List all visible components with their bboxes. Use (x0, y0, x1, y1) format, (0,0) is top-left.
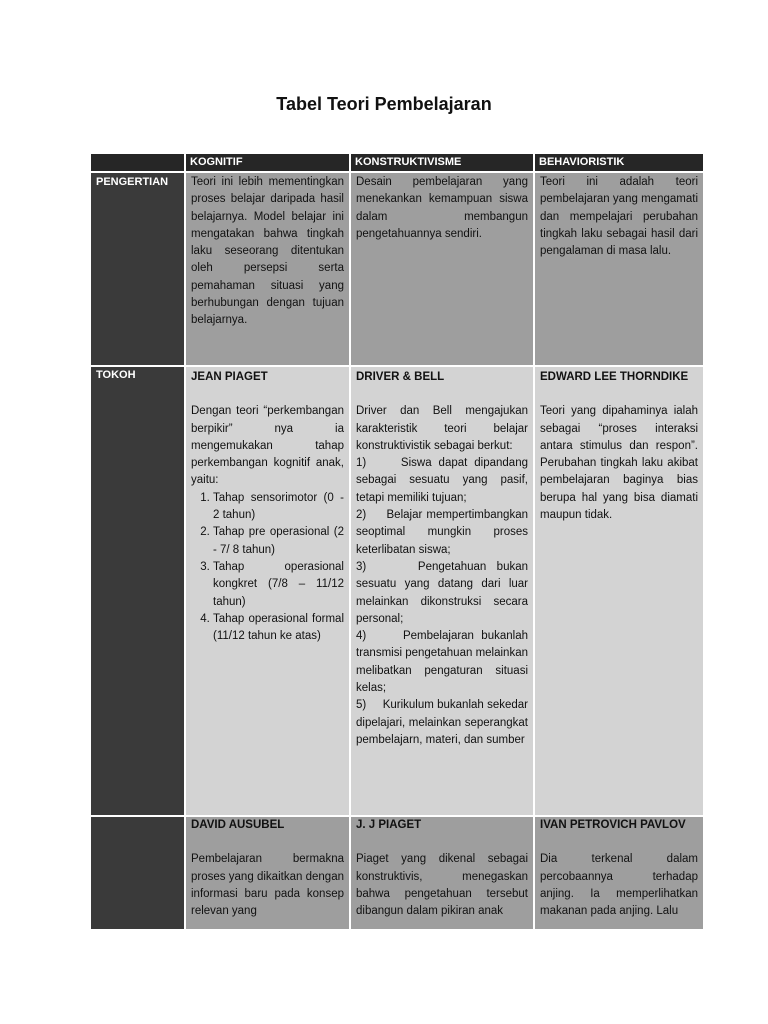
header-behavioristik: BEHAVIORISTIK (535, 154, 703, 171)
stage-list (191, 490, 344, 646)
row-label-pengertian: PENGERTIAN (91, 173, 184, 365)
cell-tokoh-kognitif (186, 367, 349, 815)
figure-name: DRIVER & BELL (356, 371, 445, 383)
list-item: 3. Tahap operasional kongkret (7/8 – 11/12 tahun) (213, 559, 344, 611)
header-kognitif: KOGNITIF (186, 154, 349, 171)
row-label-tokoh: TOKOH (91, 367, 184, 815)
cell-row3-konstruktivisme (351, 817, 533, 929)
cell-row3-behavioristik (535, 817, 703, 929)
list-item: 1. Tahap sensorimotor (0 - 2 tahun) (213, 490, 344, 525)
row-label-empty (91, 817, 184, 929)
figure-name: JEAN PIAGET (191, 371, 268, 383)
figure-name: IVAN PETROVICH PAVLOV (540, 819, 686, 831)
cell-pengertian-kognitif: Teori ini lebih mementingkan proses belajar daripada hasil belajarnya. Model belajar ini mengatakan bahwa tingkah laku seseorang ditentukan oleh persepsi serta pemahaman situasi yang berhubungan dengan tujuan belajarnya. (186, 173, 349, 365)
header-empty (91, 154, 184, 171)
list-item: 4. Tahap operasional formal (11/12 tahun ke atas) (213, 611, 344, 646)
figure-description: Pembelajaran bermakna proses yang dikaitkan dengan informasi baru pada konsep relevan yang (191, 853, 344, 918)
cell-tokoh-behavioristik (535, 367, 703, 815)
figure-description: Piaget yang dikenal sebagai konstruktivis, menegaskan bahwa pengetahuan tersebut dibangun dalam pikiran anak (356, 853, 528, 918)
list-item: 4) Pembelajaran bukanlah transmisi pengetahuan melainkan melibatkan pengaturan situasi kelas; (356, 630, 528, 695)
list-item: 2) Belajar mempertimbangkan seoptimal mungkin proses keterlibatan siswa; (356, 509, 528, 556)
cell-pengertian-behavioristik: Teori ini adalah teori pembelajaran yang mengamati dan mempelajari perubahan tingkah laku sebagai hasil dari pengalaman di masa lalu. (535, 173, 703, 365)
cell-tokoh-konstruktivisme (351, 367, 533, 815)
page-title: Tabel Teori Pembelajaran (276, 94, 492, 114)
header-konstruktivisme: KONSTRUKTIVISME (351, 154, 533, 171)
figure-name: J. J PIAGET (356, 819, 422, 831)
figure-description: Teori yang dipahaminya ialah sebagai “proses interaksi antara stimulus dan respon”. Perubahan tingkah laku akibat pembelajaran baginya bias berupa hal yang bisa diamati maupun tidak. (540, 405, 698, 522)
figure-description: Dengan teori “perkembangan berpikir” nya ia mengemukakan tahap perkembangan kognitif anak, yaitu: (191, 405, 344, 487)
figure-name: DAVID AUSUBEL (191, 819, 285, 831)
figure-description: Dia terkenal dalam percobaannya terhadap anjing. Ia memperlihatkan makanan pada anjing. Lalu (540, 853, 698, 918)
cell-pengertian-konstruktivisme: Desain pembelajaran yang menekankan kemampuan siswa dalam membangun pengetahuannya sendiri. (351, 173, 533, 365)
figure-name: EDWARD LEE THORNDIKE (540, 371, 689, 383)
list-item: 2. Tahap pre operasional (2 - 7/ 8 tahun) (213, 524, 344, 559)
list-item: 3) Pengetahuan bukan sesuatu yang datang dari luar melainkan dikonstruksi secara personal; (356, 560, 528, 625)
list-item: 1) Siswa dapat dipandang sebagai sesuatu yang pasif, tetapi memiliki tujuan; (356, 457, 528, 504)
figure-description: Driver dan Bell mengajukan karakteristik teori belajar konstruktivistik sebagai berkut: (356, 405, 528, 452)
list-item: 5) Kurikulum bukanlah sekedar dipelajari, melainkan seperangkat pembelajarn, materi, dan sumber (356, 699, 528, 746)
theory-table (91, 154, 703, 929)
cell-row3-kognitif (186, 817, 349, 929)
